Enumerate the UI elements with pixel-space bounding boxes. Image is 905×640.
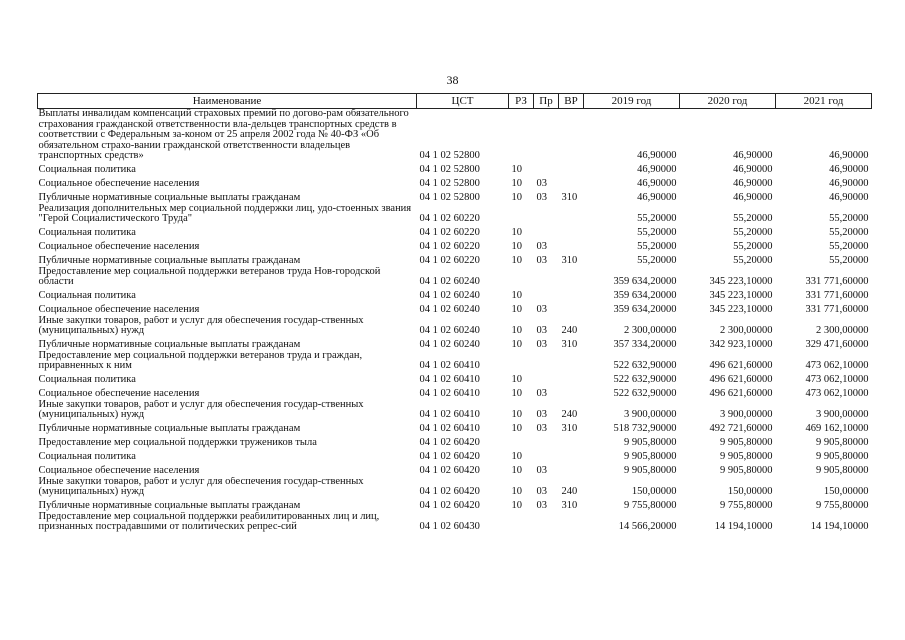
table-row [38,239,872,253]
row-pr [534,204,559,225]
row-rz: 10 [511,409,522,420]
row-vr [559,162,584,176]
row-rz: 10 [511,304,522,315]
table-row [38,400,872,421]
row-vr [559,267,584,288]
row-rz: 10 [511,451,522,462]
row-cst: 04 1 02 52800 [419,178,480,189]
row-vr: 240 [561,486,578,497]
row-name: Предоставление мер социальной поддержки тружеников тыла [38,437,317,448]
table-row [38,512,872,533]
header-2020: 2020 год [680,94,776,109]
row-vr: 310 [561,192,578,203]
row-2019: 522 632,90000 [613,388,677,399]
row-pr: 03 [536,241,547,252]
row-name: Социальное обеспечение населения [38,241,200,252]
row-2021: 9 905,80000 [816,451,869,462]
row-2021: 55,20000 [829,241,869,252]
row-vr [559,512,584,533]
row-name: Социальная политика [38,451,136,462]
row-pr [534,435,559,449]
row-pr: 03 [536,339,547,350]
table-row [38,386,872,400]
row-cst: 04 1 02 60240 [419,276,480,287]
row-name: Публичные нормативные социальные выплаты гражданам [38,192,301,203]
row-2020: 345 223,10000 [709,290,773,301]
row-cst: 04 1 02 60420 [419,486,480,497]
row-vr: 310 [561,500,578,511]
table-row [38,449,872,463]
table-row [38,421,872,435]
row-2020: 55,20000 [733,241,773,252]
row-vr [559,225,584,239]
row-rz: 10 [511,178,522,189]
row-name: Социальная политика [38,290,136,301]
row-2021: 331 771,60000 [805,304,869,315]
row-2020: 55,20000 [733,213,773,224]
page-number: 38 [446,73,459,87]
row-2021: 329 471,60000 [805,339,869,350]
row-cst: 04 1 02 60420 [419,465,480,476]
row-rz: 10 [511,465,522,476]
row-vr [559,302,584,316]
row-pr: 03 [536,192,547,203]
row-2019: 46,90000 [637,178,677,189]
row-2019: 3 900,00000 [624,409,677,420]
table-row [38,498,872,512]
row-rz [509,204,534,225]
row-vr [559,449,584,463]
row-2020: 2 300,00000 [720,325,773,336]
row-pr: 03 [536,304,547,315]
row-2021: 55,20000 [829,227,869,238]
table-row [38,477,872,498]
row-rz [509,351,534,372]
row-rz: 10 [511,255,522,266]
row-2021: 9 905,80000 [816,437,869,448]
row-2019: 359 634,20000 [613,304,677,315]
row-2020: 46,90000 [733,192,773,203]
row-name: Социальное обеспечение населения [38,178,200,189]
row-2019: 522 632,90000 [613,374,677,385]
row-vr: 240 [561,325,578,336]
row-name: Выплаты инвалидам компенсаций страховых премий по догово-рам обязательного страхования гражданской ответственности вла-дельцев транспортных средств в соответствии с Федеральным за-коном от 25 апреля 2002 года № 40-ФЗ «Об обязательном страхо-вании гражданской ответственности владельцев транспортных средств» [38,108,409,161]
row-2019: 2 300,00000 [624,325,677,336]
row-2019: 9 755,80000 [624,500,677,511]
row-cst: 04 1 02 60410 [419,360,480,371]
row-2021: 9 755,80000 [816,500,869,511]
table-row [38,204,872,225]
row-2021: 473 062,10000 [805,374,869,385]
row-2020: 496 621,60000 [709,374,773,385]
row-cst: 04 1 02 60220 [419,227,480,238]
row-cst: 04 1 02 60420 [419,437,480,448]
row-2020: 9 905,80000 [720,451,773,462]
row-2019: 46,90000 [637,164,677,175]
row-rz: 10 [511,164,522,175]
row-2019: 9 905,80000 [624,465,677,476]
row-vr [559,463,584,477]
row-vr [559,239,584,253]
table-row [38,109,872,162]
row-2020: 55,20000 [733,255,773,266]
row-pr [534,372,559,386]
row-pr: 03 [536,325,547,336]
table-row [38,267,872,288]
row-2019: 359 634,20000 [613,290,677,301]
row-name: Социальное обеспечение населения [38,388,200,399]
row-2020: 492 721,60000 [709,423,773,434]
row-2021: 46,90000 [829,150,869,161]
table-header-row [38,94,872,109]
row-2021: 14 194,10000 [810,521,869,532]
row-2021: 46,90000 [829,192,869,203]
row-2021: 331 771,60000 [805,276,869,287]
row-pr [534,109,559,162]
row-pr [534,512,559,533]
row-2021: 469 162,10000 [805,423,869,434]
row-2019: 9 905,80000 [624,451,677,462]
row-pr: 03 [536,178,547,189]
table-row [38,463,872,477]
row-name: Предоставление мер социальной поддержки ветеранов труда Нов-городской области [38,266,381,287]
table-row [38,435,872,449]
row-2019: 55,20000 [637,241,677,252]
row-name: Предоставление мер социальной поддержки ветеранов труда и граждан, приравненных к ним [38,350,363,371]
row-cst: 04 1 02 60410 [419,374,480,385]
row-vr [559,204,584,225]
row-vr: 310 [561,255,578,266]
row-2020: 46,90000 [733,178,773,189]
row-2019: 55,20000 [637,227,677,238]
row-name: Публичные нормативные социальные выплаты гражданам [38,500,301,511]
row-pr: 03 [536,465,547,476]
row-2019: 357 334,20000 [613,339,677,350]
row-2020: 9 755,80000 [720,500,773,511]
row-2021: 2 300,00000 [816,325,869,336]
row-name: Социальное обеспечение населения [38,304,200,315]
row-vr [559,351,584,372]
row-2021: 3 900,00000 [816,409,869,420]
row-cst: 04 1 02 60410 [419,423,480,434]
row-rz [509,435,534,449]
row-2020: 345 223,10000 [709,276,773,287]
row-2021: 46,90000 [829,164,869,175]
row-cst: 04 1 02 60240 [419,325,480,336]
row-vr: 240 [561,409,578,420]
table-row [38,372,872,386]
row-2021: 9 905,80000 [816,465,869,476]
table-row [38,302,872,316]
row-rz: 10 [511,423,522,434]
row-cst: 04 1 02 52800 [419,164,480,175]
row-2019: 9 905,80000 [624,437,677,448]
row-rz: 10 [511,241,522,252]
row-cst: 04 1 02 60430 [419,521,480,532]
row-2021: 46,90000 [829,178,869,189]
row-2021: 55,20000 [829,213,869,224]
row-rz: 10 [511,486,522,497]
row-pr: 03 [536,423,547,434]
row-2021: 473 062,10000 [805,388,869,399]
table-row [38,253,872,267]
row-vr [559,386,584,400]
row-pr [534,449,559,463]
table-row [38,337,872,351]
header-2019: 2019 год [584,94,680,109]
table-row [38,162,872,176]
row-2019: 46,90000 [637,150,677,161]
row-2020: 9 905,80000 [720,437,773,448]
row-rz: 10 [511,388,522,399]
row-cst: 04 1 02 60420 [419,451,480,462]
row-cst: 04 1 02 60240 [419,339,480,350]
table-row [38,316,872,337]
row-name: Публичные нормативные социальные выплаты гражданам [38,423,301,434]
row-2020: 345 223,10000 [709,304,773,315]
table-row [38,176,872,190]
row-pr [534,162,559,176]
row-cst: 04 1 02 60240 [419,304,480,315]
row-2021: 331 771,60000 [805,290,869,301]
row-pr: 03 [536,486,547,497]
row-vr [559,176,584,190]
row-2020: 342 923,10000 [709,339,773,350]
row-name: Публичные нормативные социальные выплаты гражданам [38,255,301,266]
row-pr [534,267,559,288]
row-name: Социальная политика [38,227,136,238]
row-vr [559,435,584,449]
row-2019: 46,90000 [637,192,677,203]
row-2020: 46,90000 [733,150,773,161]
row-2020: 3 900,00000 [720,409,773,420]
row-2020: 46,90000 [733,164,773,175]
row-2019: 359 634,20000 [613,276,677,287]
row-2021: 150,00000 [823,486,869,497]
row-vr [559,109,584,162]
row-cst: 04 1 02 60420 [419,500,480,511]
row-cst: 04 1 02 52800 [419,192,480,203]
row-pr: 03 [536,388,547,399]
row-2020: 496 621,60000 [709,388,773,399]
row-2019: 522 632,90000 [613,360,677,371]
row-cst: 04 1 02 60410 [419,388,480,399]
row-cst: 04 1 02 60220 [419,213,480,224]
budget-table [37,93,872,533]
row-pr [534,351,559,372]
row-name: Иные закупки товаров, работ и услуг для обеспечения государ-ственных (муниципальных) нужд [38,399,364,420]
row-vr [559,288,584,302]
row-2019: 150,00000 [631,486,677,497]
row-2020: 14 194,10000 [714,521,773,532]
header-2021: 2021 год [776,94,872,109]
row-rz: 10 [511,374,522,385]
row-pr [534,225,559,239]
row-name: Публичные нормативные социальные выплаты гражданам [38,339,301,350]
header-rz: РЗ [509,94,534,109]
row-cst: 04 1 02 52800 [419,150,480,161]
row-rz: 10 [511,325,522,336]
row-cst: 04 1 02 60410 [419,409,480,420]
row-vr: 310 [561,339,578,350]
row-2021: 55,20000 [829,255,869,266]
row-pr: 03 [536,500,547,511]
row-2019: 55,20000 [637,255,677,266]
row-name: Предоставление мер социальной поддержки реабилитированных лиц и лиц, признанных пострадавшими от политических репрес-сий [38,511,380,532]
table-row [38,288,872,302]
row-name: Иные закупки товаров, работ и услуг для обеспечения государ-ственных (муниципальных) нужд [38,476,364,497]
table-row [38,225,872,239]
row-2019: 518 732,90000 [613,423,677,434]
row-name: Социальная политика [38,164,136,175]
row-rz [509,267,534,288]
row-name: Реализация дополнительных мер социальной поддержки лиц, удо-стоенных звания "Герой Социалистического Труда" [38,203,412,224]
row-vr [559,372,584,386]
header-pr: Пр [534,94,559,109]
header-cst: ЦСТ [417,94,509,109]
row-2020: 496 621,60000 [709,360,773,371]
row-2020: 55,20000 [733,227,773,238]
row-pr: 03 [536,409,547,420]
row-2019: 14 566,20000 [618,521,677,532]
table-row [38,351,872,372]
row-rz: 10 [511,227,522,238]
row-cst: 04 1 02 60220 [419,241,480,252]
row-rz [509,512,534,533]
row-2021: 473 062,10000 [805,360,869,371]
row-cst: 04 1 02 60240 [419,290,480,301]
row-rz: 10 [511,290,522,301]
row-pr: 03 [536,255,547,266]
row-2019: 55,20000 [637,213,677,224]
table-body [38,109,872,533]
row-2020: 150,00000 [727,486,773,497]
row-name: Иные закупки товаров, работ и услуг для обеспечения государ-ственных (муниципальных) нужд [38,315,364,336]
row-pr [534,288,559,302]
row-cst: 04 1 02 60220 [419,255,480,266]
header-vr: ВР [559,94,584,109]
header-name: Наименование [38,94,417,109]
row-2020: 9 905,80000 [720,465,773,476]
row-rz: 10 [511,339,522,350]
table-row [38,190,872,204]
row-name: Социальное обеспечение населения [38,465,200,476]
row-rz [509,109,534,162]
row-rz: 10 [511,500,522,511]
row-rz: 10 [511,192,522,203]
row-vr: 310 [561,423,578,434]
row-name: Социальная политика [38,374,136,385]
